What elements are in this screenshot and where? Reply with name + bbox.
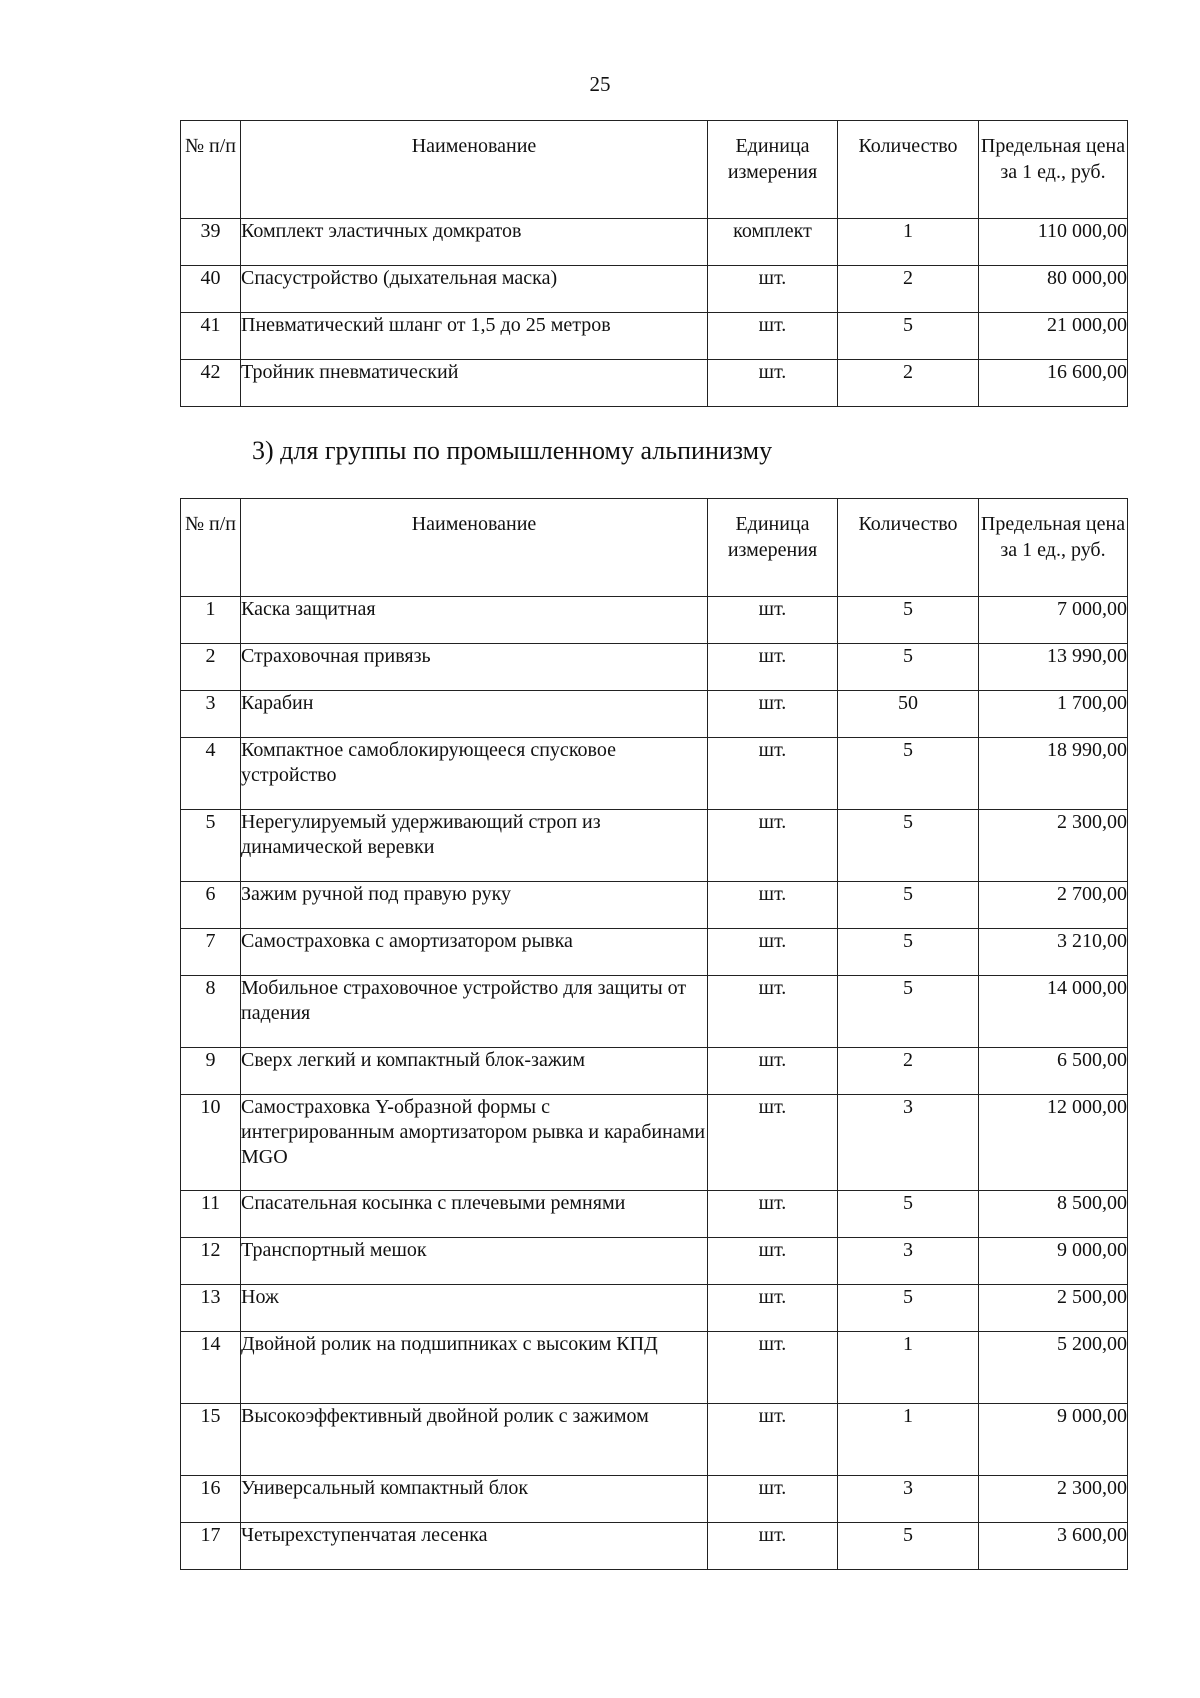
price-cell: 6 500,00	[979, 1048, 1128, 1095]
item-name: Тройник пневматический	[241, 360, 708, 407]
header-unit: Единица измерения	[708, 499, 838, 597]
table-row	[181, 929, 1128, 976]
unit-cell: шт.	[708, 1238, 838, 1285]
row-num: 40	[181, 266, 241, 313]
item-name: Двойной ролик на подшипниках с высоким КПД	[241, 1332, 708, 1404]
table-row	[181, 597, 1128, 644]
price-cell: 110 000,00	[979, 219, 1128, 266]
price-cell: 3 600,00	[979, 1523, 1128, 1570]
row-num: 39	[181, 219, 241, 266]
item-name: Мобильное страховочное устройство для защиты от падения	[241, 976, 708, 1048]
item-name: Нерегулируемый удерживающий строп из динамической веревки	[241, 810, 708, 882]
price-cell: 2 500,00	[979, 1285, 1128, 1332]
quantity-cell: 2	[838, 266, 979, 313]
item-name: Спасустройство (дыхательная маска)	[241, 266, 708, 313]
equipment-table-alpinism	[180, 498, 1128, 1570]
unit-cell: шт.	[708, 882, 838, 929]
item-name: Самостраховка Y-образной формы с интегрированным амортизатором рывка и карабинами MGO	[241, 1095, 708, 1191]
unit-cell: шт.	[708, 738, 838, 810]
row-num: 5	[181, 810, 241, 882]
unit-cell: шт.	[708, 1523, 838, 1570]
table-row	[181, 1476, 1128, 1523]
item-name: Самостраховка с амортизатором рывка	[241, 929, 708, 976]
price-cell: 16 600,00	[979, 360, 1128, 407]
item-name: Четырехступенчатая лесенка	[241, 1523, 708, 1570]
price-cell: 18 990,00	[979, 738, 1128, 810]
quantity-cell: 3	[838, 1095, 979, 1191]
price-cell: 14 000,00	[979, 976, 1128, 1048]
price-cell: 9 000,00	[979, 1404, 1128, 1476]
row-num: 14	[181, 1332, 241, 1404]
row-num: 1	[181, 597, 241, 644]
row-num: 11	[181, 1191, 241, 1238]
price-cell: 2 300,00	[979, 810, 1128, 882]
row-num: 10	[181, 1095, 241, 1191]
quantity-cell: 1	[838, 1332, 979, 1404]
item-name: Сверх легкий и компактный блок-зажим	[241, 1048, 708, 1095]
header-unit: Единица измерения	[708, 121, 838, 219]
price-cell: 9 000,00	[979, 1238, 1128, 1285]
table-row	[181, 1285, 1128, 1332]
item-name: Карабин	[241, 691, 708, 738]
unit-cell: шт.	[708, 644, 838, 691]
equipment-table-continued	[180, 120, 1128, 407]
table-row	[181, 882, 1128, 929]
price-cell: 2 700,00	[979, 882, 1128, 929]
row-num: 7	[181, 929, 241, 976]
table-header-row	[181, 121, 1128, 219]
unit-cell: комплект	[708, 219, 838, 266]
item-name: Зажим ручной под правую руку	[241, 882, 708, 929]
table-row	[181, 738, 1128, 810]
table-row	[181, 1404, 1128, 1476]
quantity-cell: 5	[838, 738, 979, 810]
quantity-cell: 3	[838, 1476, 979, 1523]
row-num: 4	[181, 738, 241, 810]
row-num: 9	[181, 1048, 241, 1095]
row-num: 12	[181, 1238, 241, 1285]
quantity-cell: 2	[838, 1048, 979, 1095]
unit-cell: шт.	[708, 1191, 838, 1238]
row-num: 42	[181, 360, 241, 407]
row-num: 2	[181, 644, 241, 691]
row-num: 3	[181, 691, 241, 738]
quantity-cell: 5	[838, 882, 979, 929]
price-cell: 8 500,00	[979, 1191, 1128, 1238]
quantity-cell: 5	[838, 929, 979, 976]
header-name: Наименование	[241, 121, 708, 219]
item-name: Каска защитная	[241, 597, 708, 644]
unit-cell: шт.	[708, 691, 838, 738]
price-cell: 7 000,00	[979, 597, 1128, 644]
unit-cell: шт.	[708, 1048, 838, 1095]
price-cell: 5 200,00	[979, 1332, 1128, 1404]
price-cell: 13 990,00	[979, 644, 1128, 691]
unit-cell: шт.	[708, 929, 838, 976]
table-row	[181, 1523, 1128, 1570]
unit-cell: шт.	[708, 810, 838, 882]
unit-cell: шт.	[708, 597, 838, 644]
quantity-cell: 5	[838, 1523, 979, 1570]
section-heading: 3) для группы по промышленному альпинизму	[252, 436, 773, 465]
table-row	[181, 691, 1128, 738]
item-name: Универсальный компактный блок	[241, 1476, 708, 1523]
price-cell: 21 000,00	[979, 313, 1128, 360]
unit-cell: шт.	[708, 1332, 838, 1404]
quantity-cell: 5	[838, 597, 979, 644]
table-row	[181, 1238, 1128, 1285]
table-row	[181, 1095, 1128, 1191]
unit-cell: шт.	[708, 266, 838, 313]
header-qty: Количество	[838, 121, 979, 219]
price-cell: 80 000,00	[979, 266, 1128, 313]
quantity-cell: 5	[838, 976, 979, 1048]
row-num: 15	[181, 1404, 241, 1476]
unit-cell: шт.	[708, 360, 838, 407]
quantity-cell: 1	[838, 219, 979, 266]
header-num: № п/п	[181, 121, 241, 219]
row-num: 8	[181, 976, 241, 1048]
unit-cell: шт.	[708, 1404, 838, 1476]
price-cell: 12 000,00	[979, 1095, 1128, 1191]
item-name: Транспортный мешок	[241, 1238, 708, 1285]
header-price: Предельная цена за 1 ед., руб.	[979, 121, 1128, 219]
unit-cell: шт.	[708, 976, 838, 1048]
header-qty: Количество	[838, 499, 979, 597]
unit-cell: шт.	[708, 1476, 838, 1523]
quantity-cell: 3	[838, 1238, 979, 1285]
table-row	[181, 313, 1128, 360]
quantity-cell: 5	[838, 1285, 979, 1332]
price-cell: 1 700,00	[979, 691, 1128, 738]
row-num: 13	[181, 1285, 241, 1332]
unit-cell: шт.	[708, 1095, 838, 1191]
item-name: Страховочная привязь	[241, 644, 708, 691]
row-num: 16	[181, 1476, 241, 1523]
item-name: Высокоэффективный двойной ролик с зажимом	[241, 1404, 708, 1476]
quantity-cell: 5	[838, 313, 979, 360]
header-num: № п/п	[181, 499, 241, 597]
table-row	[181, 644, 1128, 691]
row-num: 41	[181, 313, 241, 360]
quantity-cell: 1	[838, 1404, 979, 1476]
quantity-cell: 2	[838, 360, 979, 407]
table-header-row	[181, 499, 1128, 597]
table-row	[181, 1332, 1128, 1404]
table-row	[181, 1191, 1128, 1238]
item-name: Пневматический шланг от 1,5 до 25 метров	[241, 313, 708, 360]
price-cell: 3 210,00	[979, 929, 1128, 976]
quantity-cell: 50	[838, 691, 979, 738]
header-price: Предельная цена за 1 ед., руб.	[979, 499, 1128, 597]
price-cell: 2 300,00	[979, 1476, 1128, 1523]
table-row	[181, 810, 1128, 882]
row-num: 17	[181, 1523, 241, 1570]
unit-cell: шт.	[708, 313, 838, 360]
table-row	[181, 976, 1128, 1048]
item-name: Комплект эластичных домкратов	[241, 219, 708, 266]
quantity-cell: 5	[838, 644, 979, 691]
table-row	[181, 219, 1128, 266]
header-name: Наименование	[241, 499, 708, 597]
row-num: 6	[181, 882, 241, 929]
table-row	[181, 1048, 1128, 1095]
table-row	[181, 360, 1128, 407]
quantity-cell: 5	[838, 1191, 979, 1238]
unit-cell: шт.	[708, 1285, 838, 1332]
page-number: 25	[589, 72, 611, 96]
item-name: Спасательная косынка с плечевыми ремнями	[241, 1191, 708, 1238]
item-name: Нож	[241, 1285, 708, 1332]
table-row	[181, 266, 1128, 313]
item-name: Компактное самоблокирующееся спусковое устройство	[241, 738, 708, 810]
quantity-cell: 5	[838, 810, 979, 882]
